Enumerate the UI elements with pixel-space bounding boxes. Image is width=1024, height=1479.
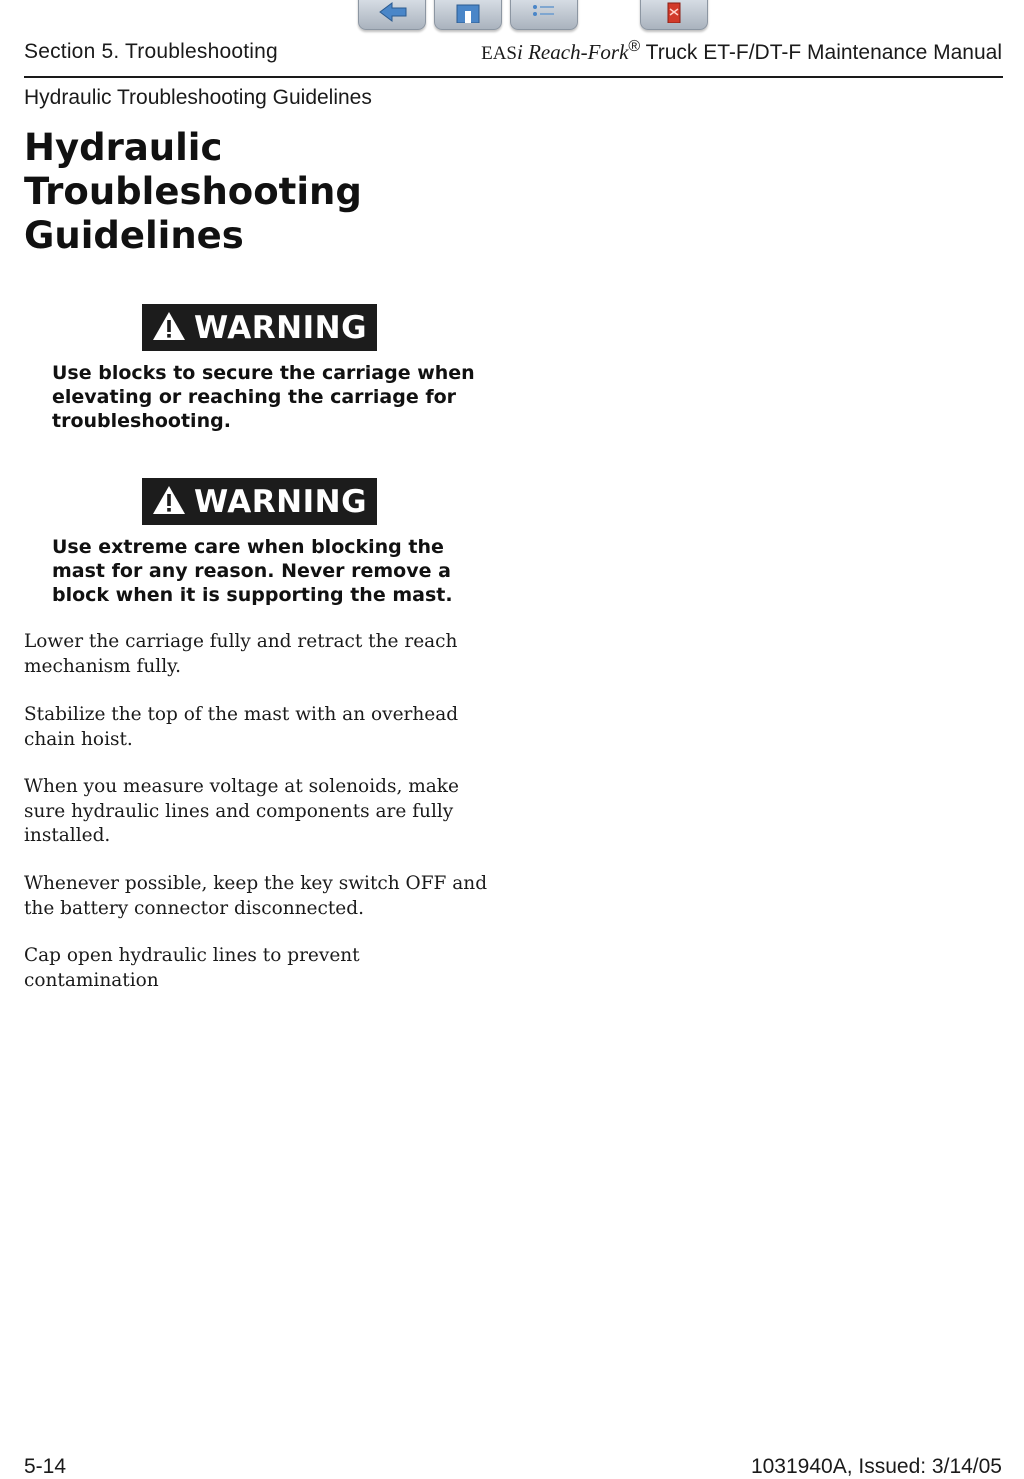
home-icon (453, 1, 483, 23)
back-arrow-icon (374, 1, 410, 23)
warning-triangle-icon (152, 485, 186, 515)
nav-toolbar (354, 0, 714, 30)
warning-text: Use blocks to secure the carriage when elevating or reaching the carriage for troubleshooting. (52, 362, 475, 432)
brand-easi: EAS (481, 43, 518, 64)
manual-title-text: Truck ET-F/DT-F Maintenance Manual (640, 41, 1002, 64)
document-id: 1031940A, Issued: 3/14/05 (750, 1455, 1002, 1478)
body-paragraph: When you measure voltage at solenoids, make sure hydraulic lines and components are fully installed. (24, 776, 459, 846)
brand-reach-fork: Reach-Fork (522, 40, 629, 64)
bookmark-icon (659, 1, 689, 23)
body-paragraph: Whenever possible, keep the key switch OFF and the battery connector disconnected. (24, 873, 488, 919)
home-button[interactable] (434, 0, 502, 30)
warning-label: WARNING (193, 309, 368, 346)
warning-box (52, 478, 492, 607)
warning-badge (142, 478, 377, 525)
page-number: 5-14 (24, 1455, 67, 1478)
index-button[interactable] (640, 0, 708, 30)
section-header: Section 5. Troubleshooting (24, 40, 278, 63)
warning-box (52, 304, 492, 433)
page-title: Hydraulic Troubleshooting Guidelines (24, 126, 362, 257)
breadcrumb: Hydraulic Troubleshooting Guidelines (24, 86, 372, 109)
body-paragraph: Stabilize the top of the mast with an overhead chain hoist. (24, 704, 459, 750)
list-icon (529, 1, 559, 23)
warning-text: Use extreme care when blocking the mast for any reason. Never remove a block when it is supporting the mast. (52, 536, 453, 606)
header-divider (24, 76, 1003, 78)
manual-title (481, 40, 1002, 65)
warning-label: WARNING (193, 483, 368, 520)
registered-mark: ® (628, 38, 641, 55)
contents-button[interactable] (510, 0, 578, 30)
warning-triangle-icon (152, 311, 186, 341)
body-paragraph: Cap open hydraulic lines to prevent contamination (24, 945, 360, 991)
body-paragraph: Lower the carriage fully and retract the reach mechanism fully. (24, 631, 458, 677)
back-button[interactable] (358, 0, 426, 30)
warning-badge (142, 304, 377, 351)
brand-i: i (517, 40, 523, 64)
